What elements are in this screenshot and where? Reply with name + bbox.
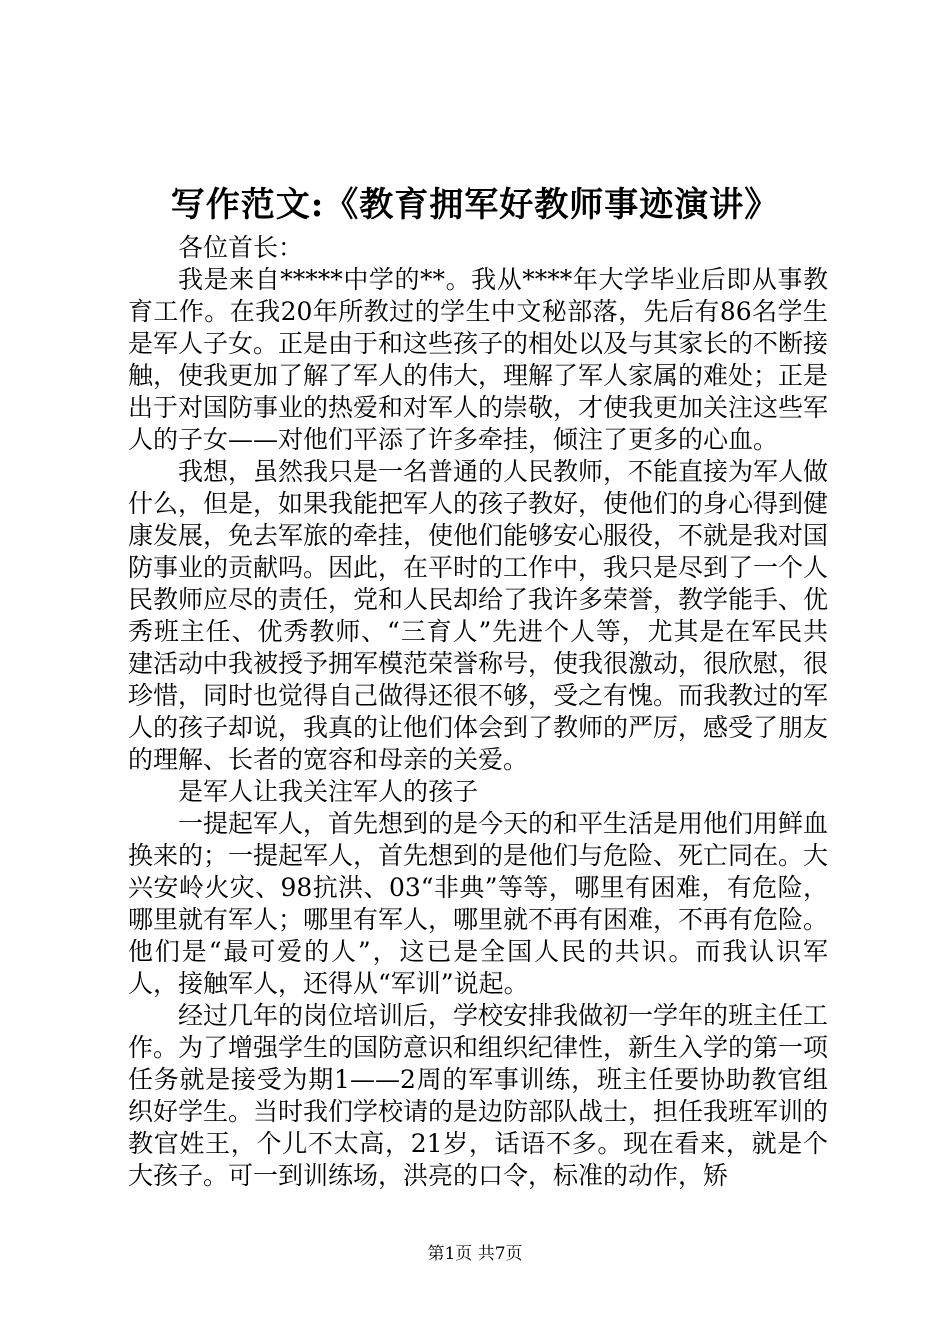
body-paragraph: 我是来自*****中学的**。我从****年大学毕业后即从事教育工作。在我20年所教过的学生中文秘部落，先后有86名学生是军人子女。正是由于和这些孩子的相处以及与其家长的不断接触，使我更加了解了军人的伟大，理解了军人家属的难处；正是出于对国防事业的热爱和对军人的崇敬，才使我更加关注这些军人的子女——对他们平添了许多牵挂，倾注了更多的心血。 (128, 265, 829, 454)
document-title: 写作范文:《教育拥军好教师事迹演讲》 (170, 185, 780, 225)
page-footer: 第1页 共7页 (427, 1244, 523, 1264)
body-paragraph: 一提起军人，首先想到的是今天的和平生活是用他们用鲜血换来的；一提起军人，首先想到的是他们与危险、死亡同在。大兴安岭火灾、98抗洪、03“非典”等等，哪里有困难，有危险，哪里就有军人；哪里有军人，哪里就不再有困难，不再有危险。他们是“最可爱的人”，这已是全国人民的共识。而我认识军人，接触军人，还得从“军训”说起。 (128, 809, 829, 998)
salutation-paragraph: 各位首长： (178, 233, 304, 262)
document-body (128, 232, 828, 1192)
section-heading: 是军人让我关注军人的孩子 (178, 777, 479, 806)
body-paragraph: 我想，虽然我只是一名普通的人民教师，不能直接为军人做什么，但是，如果我能把军人的孩子教好，使他们的身心得到健康发展，免去军旅的牵挂，使他们能够安心服役，不就是我对国防事业的贡献吗。因此，在平时的工作中，我只是尽到了一个人民教师应尽的责任，党和人民却给了我许多荣誉，教学能手、优秀班主任、优秀教师、“三育人”先进个人等，尤其是在军民共建活动中我被授予拥军模范荣誉称号，使我很激动，很欣慰，很珍惜，同时也觉得自己做得还很不够，受之有愧。而我教过的军人的孩子却说，我真的让他们体会到了教师的严厉，感受了朋友的理解、长者的宽容和母亲的关爱。 (128, 457, 829, 774)
body-paragraph: 经过几年的岗位培训后，学校安排我做初一学年的班主任工作。为了增强学生的国防意识和组织纪律性，新生入学的第一项任务就是接受为期1——2周的军事训练，班主任要协助教官组织好学生。当时我们学校请的是边防部队战士，担任我班军训的教官姓王，个儿不太高，21岁，话语不多。现在看来，就是个大孩子。可一到训练场，洪亮的口令，标准的动作，矫 (128, 1001, 829, 1190)
